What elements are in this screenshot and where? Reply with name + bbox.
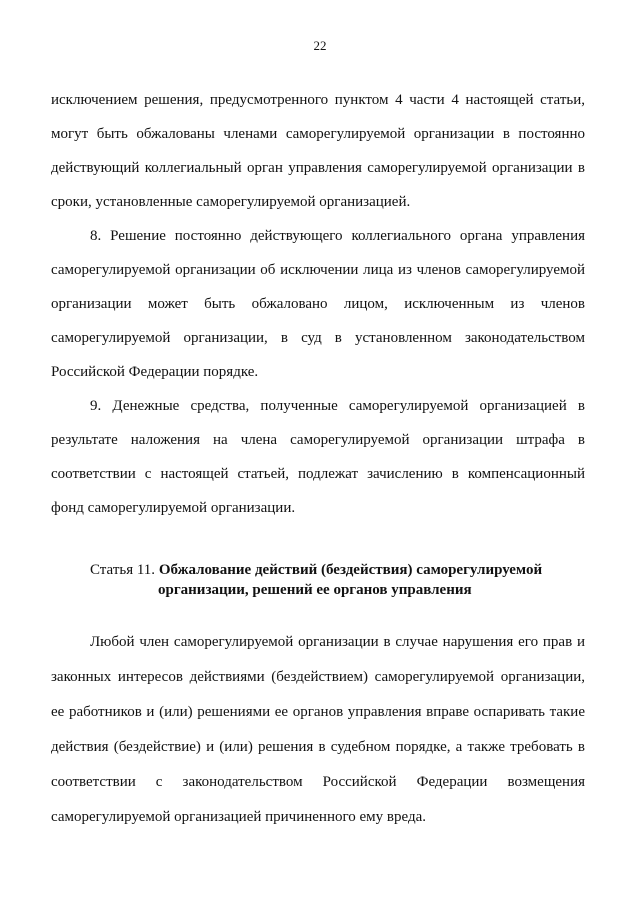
paragraph-line: соответствии с настоящей статьей, подлежат зачислению в компенсационный bbox=[51, 466, 585, 482]
article-title-line2: организации, решений ее органов управления bbox=[158, 582, 472, 598]
paragraph-line: Российской Федерации порядке. bbox=[51, 364, 259, 380]
paragraph-line: сроки, установленные саморегулируемой организацией. bbox=[51, 194, 411, 210]
paragraph-line: саморегулируемой организации об исключении лица из членов саморегулируемой bbox=[51, 262, 585, 278]
article-title-line1: Обжалование действий (бездействия) саморегулируемой bbox=[158, 562, 543, 578]
paragraph-line: организации может быть обжаловано лицом, исключенным из членов bbox=[51, 296, 585, 312]
article-heading bbox=[90, 560, 542, 580]
paragraph-line: законных интересов действиями (бездействием) саморегулируемой организации, bbox=[51, 669, 585, 685]
page-number: 22 bbox=[313, 38, 327, 53]
paragraph-line: фонд саморегулируемой организации. bbox=[51, 500, 296, 516]
paragraph-line: 9. Денежные средства, полученные саморегулируемой организацией в bbox=[90, 398, 585, 414]
paragraph-line: могут быть обжалованы членами саморегулируемой организации в постоянно bbox=[51, 126, 585, 142]
paragraph-line: ее работников и (или) решениями ее органов управления вправе оспаривать такие bbox=[51, 704, 585, 720]
paragraph-line: 8. Решение постоянно действующего коллегиального органа управления bbox=[90, 228, 585, 244]
paragraph-line: саморегулируемой организацией причиненного ему вреда. bbox=[51, 809, 426, 825]
paragraph-line: действующий коллегиальный орган управления саморегулируемой организации в bbox=[51, 160, 585, 176]
paragraph-line: соответствии с законодательством Российской Федерации возмещения bbox=[51, 774, 585, 790]
paragraph-line: действия (бездействие) и (или) решения в судебном порядке, а также требовать в bbox=[51, 739, 585, 755]
article-number: Статья 11. bbox=[90, 562, 156, 578]
paragraph-line: саморегулируемой организации, в суд в установленном законодательством bbox=[51, 330, 585, 346]
paragraph-line: исключением решения, предусмотренного пунктом 4 части 4 настоящей статьи, bbox=[51, 92, 585, 108]
paragraph-line: Любой член саморегулируемой организации в случае нарушения его прав и bbox=[90, 634, 585, 650]
article-title-line2-wrap bbox=[158, 580, 472, 600]
paragraph-line: результате наложения на члена саморегулируемой организации штрафа в bbox=[51, 432, 585, 448]
